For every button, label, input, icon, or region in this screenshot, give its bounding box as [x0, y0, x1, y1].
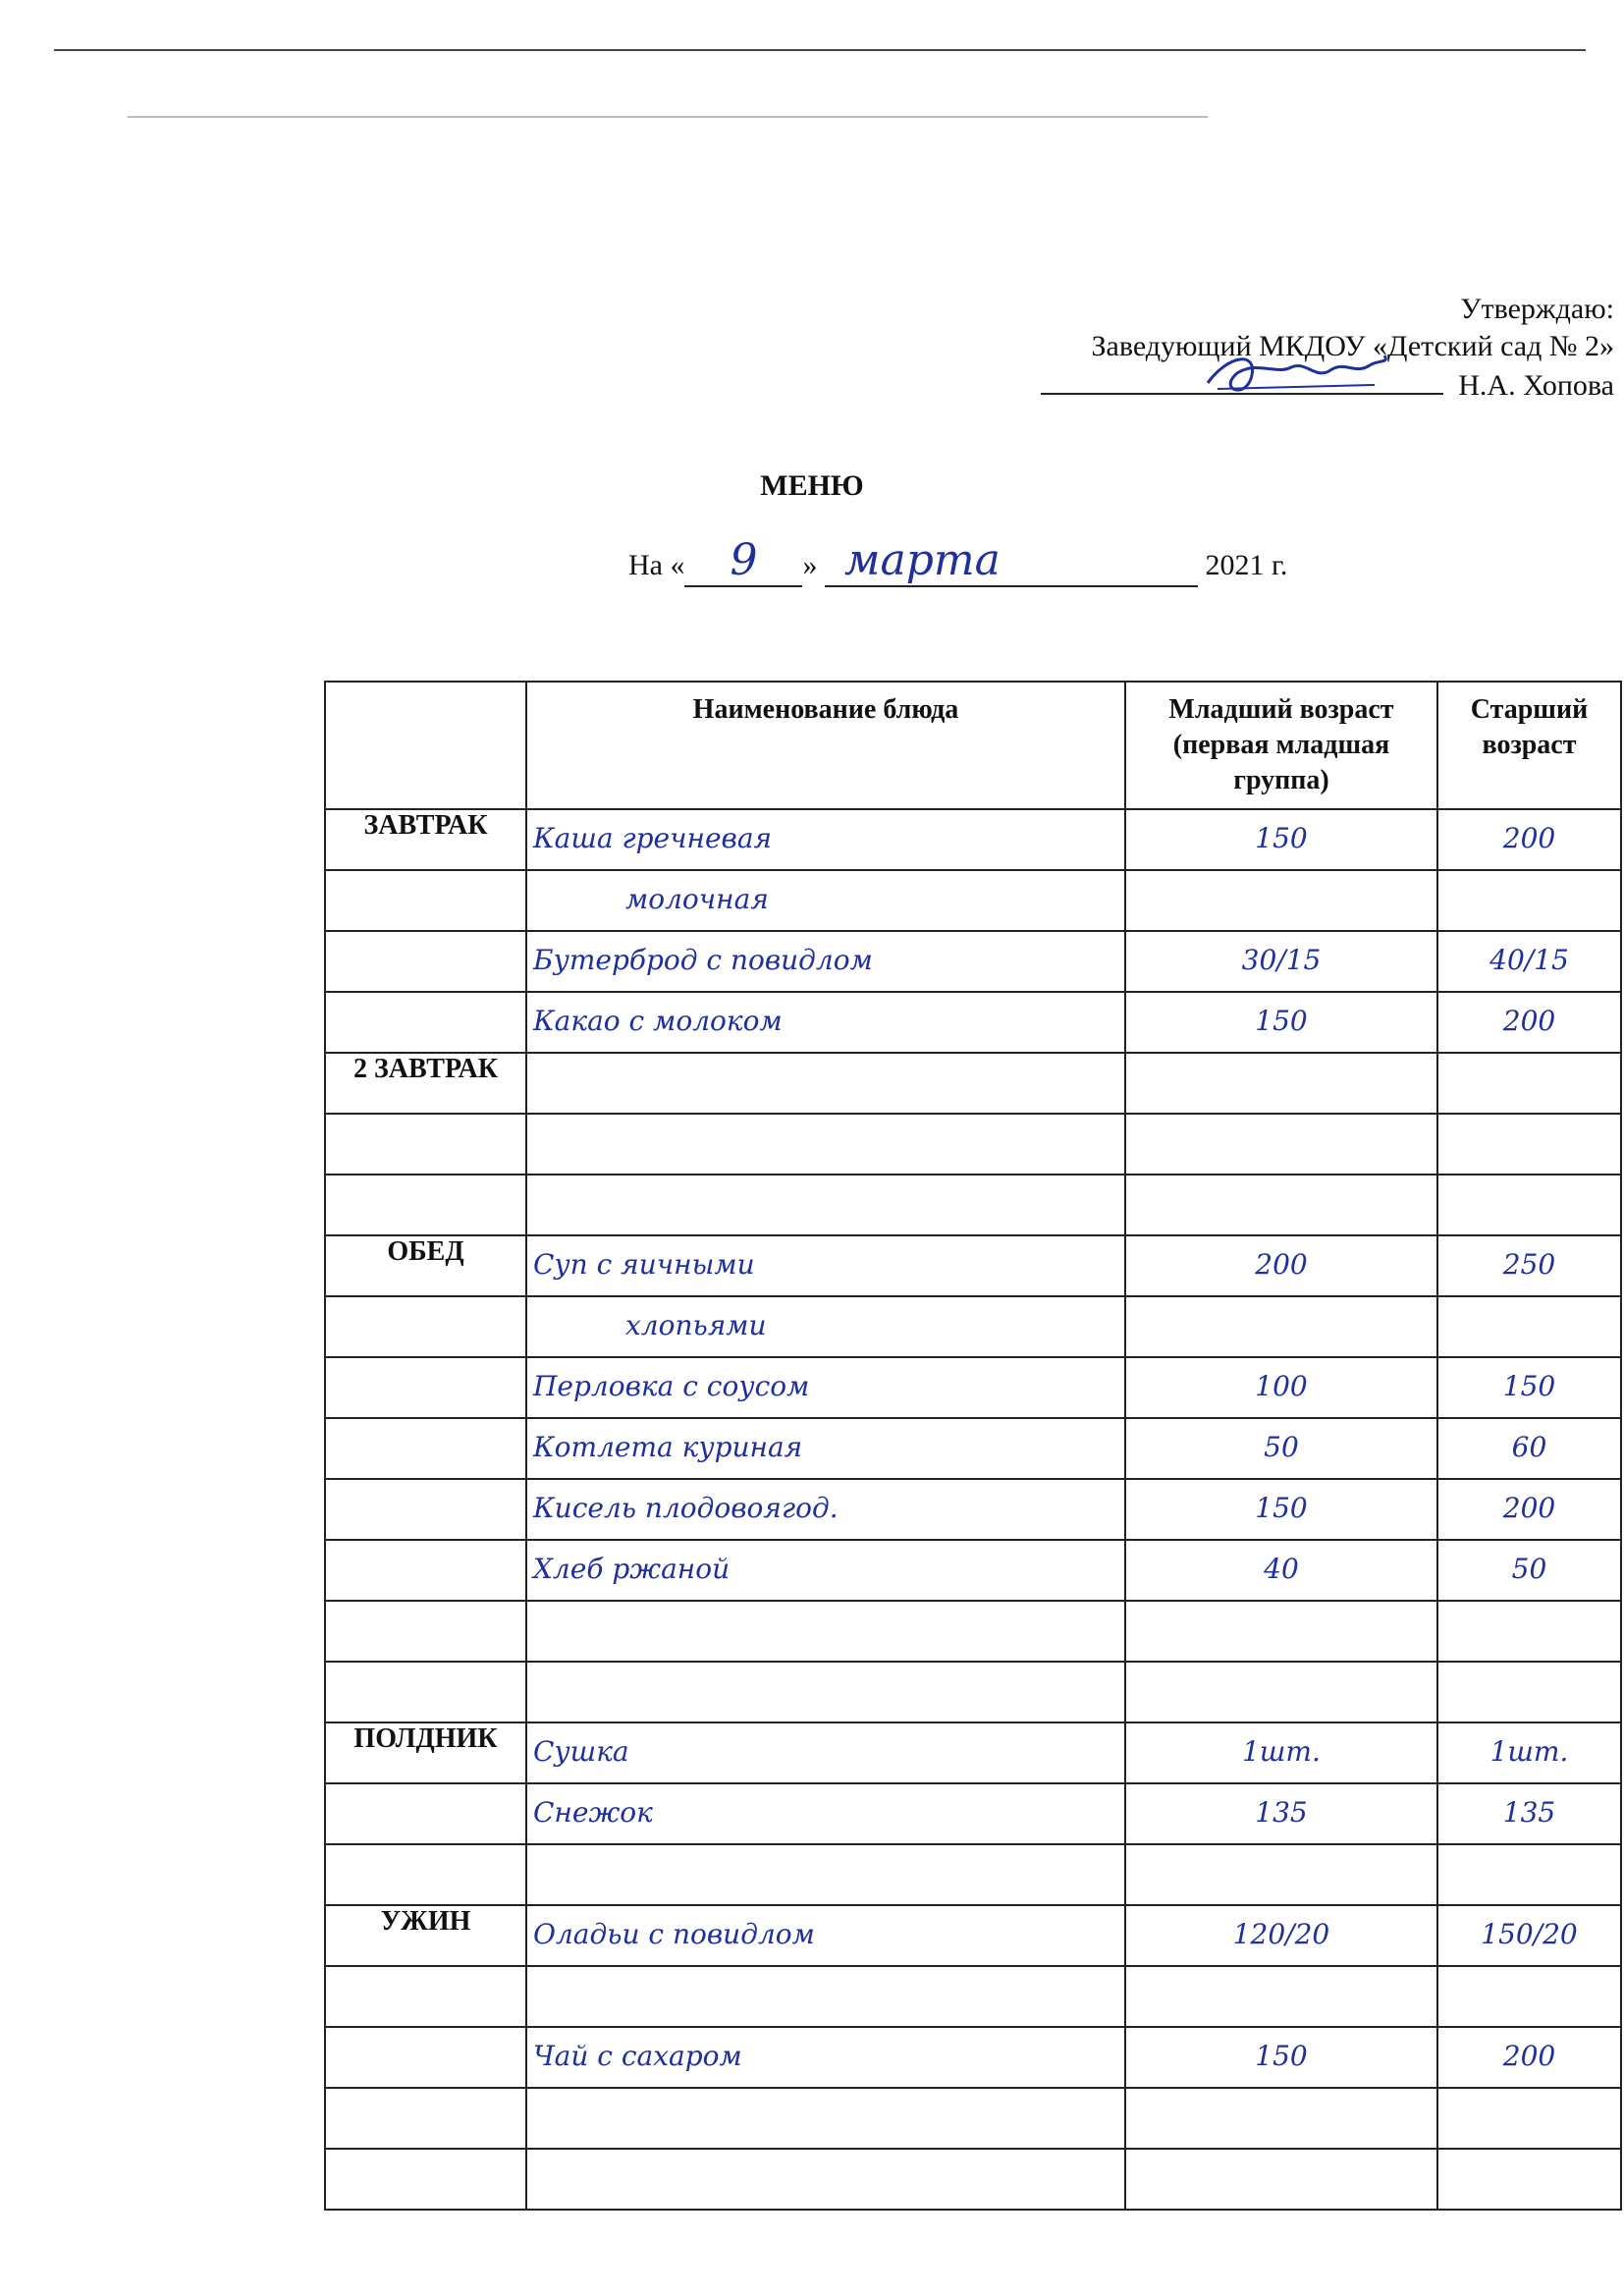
young-qty-cell	[1125, 1844, 1437, 1905]
meal-cell	[325, 931, 526, 992]
table-row	[325, 1722, 1621, 1783]
date-day: 9	[684, 535, 802, 587]
table-row	[325, 1053, 1621, 1114]
approval-line1: Утверждаю:	[1460, 293, 1614, 325]
dish-cell	[526, 2149, 1125, 2210]
old-qty-cell	[1437, 1053, 1621, 1114]
table-row	[325, 1601, 1621, 1662]
dish-cell: Каша гречневая	[526, 809, 1125, 870]
young-qty-cell	[1125, 1966, 1437, 2027]
old-qty-cell	[1437, 1296, 1621, 1357]
date-prefix: На «	[628, 549, 685, 581]
young-qty-cell: 150	[1125, 992, 1437, 1053]
young-qty-cell: 150	[1125, 2027, 1437, 2088]
young-qty-cell: 50	[1125, 1418, 1437, 1479]
signature-line	[1041, 365, 1443, 395]
old-qty-cell	[1437, 1175, 1621, 1235]
table-row	[325, 870, 1621, 931]
meal-cell	[325, 1175, 526, 1235]
approval-block	[829, 291, 1614, 405]
meal-cell	[325, 1783, 526, 1844]
table-row	[325, 1783, 1621, 1844]
young-qty-cell	[1125, 870, 1437, 931]
old-qty-cell: 200	[1437, 992, 1621, 1053]
dish-cell: Снежок	[526, 1783, 1125, 1844]
header-meal	[325, 682, 526, 809]
header-dish: Наименование блюда	[526, 682, 1125, 809]
meal-cell	[325, 1418, 526, 1479]
dish-cell: Кисель плодовоягод.	[526, 1479, 1125, 1540]
old-qty-cell: 200	[1437, 1479, 1621, 1540]
meal-cell	[325, 2088, 526, 2149]
table-body	[325, 809, 1621, 2210]
table-row	[325, 1296, 1621, 1357]
old-qty-cell: 135	[1437, 1783, 1621, 1844]
header-young: Младший возраст (первая младшая группа)	[1125, 682, 1437, 809]
table-row	[325, 809, 1621, 870]
document-title: МЕНЮ	[760, 469, 864, 502]
young-qty-cell	[1125, 1114, 1437, 1175]
table-row	[325, 1966, 1621, 2027]
old-qty-cell: 40/15	[1437, 931, 1621, 992]
approval-line2: Заведующий МКДОУ «Детский сад № 2»	[1091, 330, 1614, 362]
table-row	[325, 1844, 1621, 1905]
meal-cell: 2 ЗАВТРАК	[325, 1053, 526, 1114]
old-qty-cell: 200	[1437, 2027, 1621, 2088]
approval-name: Н.А. Хопова	[1458, 369, 1614, 402]
date-mid: »	[802, 549, 818, 581]
table-row	[325, 1418, 1621, 1479]
dish-cell: Бутерброд с повидлом	[526, 931, 1125, 992]
young-qty-cell	[1125, 1053, 1437, 1114]
young-qty-cell: 150	[1125, 809, 1437, 870]
meal-cell	[325, 1601, 526, 1662]
old-qty-cell	[1437, 1966, 1621, 2027]
dish-cell	[526, 1601, 1125, 1662]
header-old: Старший возраст	[1437, 682, 1621, 809]
dish-cell: Сушка	[526, 1722, 1125, 1783]
young-qty-cell: 200	[1125, 1235, 1437, 1296]
old-qty-cell: 250	[1437, 1235, 1621, 1296]
table-row	[325, 1662, 1621, 1722]
dish-cell	[526, 1662, 1125, 1722]
meal-cell	[325, 870, 526, 931]
old-qty-cell: 1шт.	[1437, 1722, 1621, 1783]
meal-cell	[325, 1296, 526, 1357]
table-row	[325, 1235, 1621, 1296]
old-qty-cell: 200	[1437, 809, 1621, 870]
menu-table	[324, 681, 1622, 2211]
dish-cell: молочная	[526, 870, 1125, 931]
table-row	[325, 931, 1621, 992]
young-qty-cell: 40	[1125, 1540, 1437, 1601]
old-qty-cell: 150	[1437, 1357, 1621, 1418]
old-qty-cell	[1437, 1601, 1621, 1662]
date-year: 2021 г.	[1205, 549, 1288, 581]
table-row	[325, 1905, 1621, 1966]
meal-cell	[325, 1844, 526, 1905]
young-qty-cell: 1шт.	[1125, 1722, 1437, 1783]
old-qty-cell: 50	[1437, 1540, 1621, 1601]
old-qty-cell: 60	[1437, 1418, 1621, 1479]
dish-cell: Оладьи с повидлом	[526, 1905, 1125, 1966]
old-qty-cell	[1437, 2088, 1621, 2149]
meal-cell	[325, 1662, 526, 1722]
meal-cell	[325, 992, 526, 1053]
table-row	[325, 992, 1621, 1053]
old-qty-cell	[1437, 870, 1621, 931]
meal-cell: ЗАВТРАК	[325, 809, 526, 870]
faint-header-rule	[128, 116, 1208, 118]
dish-cell: Хлеб ржаной	[526, 1540, 1125, 1601]
meal-cell	[325, 1357, 526, 1418]
young-qty-cell: 135	[1125, 1783, 1437, 1844]
dish-cell	[526, 1114, 1125, 1175]
meal-cell	[325, 1966, 526, 2027]
dish-cell: Котлета куриная	[526, 1418, 1125, 1479]
date-line	[628, 535, 1287, 587]
young-qty-cell	[1125, 1175, 1437, 1235]
young-qty-cell: 30/15	[1125, 931, 1437, 992]
young-qty-cell: 150	[1125, 1479, 1437, 1540]
meal-cell	[325, 2027, 526, 2088]
dish-cell	[526, 1175, 1125, 1235]
approval-signature-row	[829, 365, 1614, 405]
old-qty-cell	[1437, 1844, 1621, 1905]
meal-cell	[325, 2149, 526, 2210]
meal-cell	[325, 1479, 526, 1540]
table-row	[325, 1114, 1621, 1175]
young-qty-cell	[1125, 2088, 1437, 2149]
table-row	[325, 2088, 1621, 2149]
dish-cell: Перловка с соусом	[526, 1357, 1125, 1418]
old-qty-cell: 150/20	[1437, 1905, 1621, 1966]
old-qty-cell	[1437, 2149, 1621, 2210]
young-qty-cell	[1125, 1601, 1437, 1662]
young-qty-cell: 100	[1125, 1357, 1437, 1418]
dish-cell: хлопьями	[526, 1296, 1125, 1357]
meal-cell: ОБЕД	[325, 1235, 526, 1296]
meal-cell	[325, 1540, 526, 1601]
table-row	[325, 1175, 1621, 1235]
signature-image	[1198, 346, 1394, 395]
young-qty-cell: 120/20	[1125, 1905, 1437, 1966]
meal-cell: ПОЛДНИК	[325, 1722, 526, 1783]
young-qty-cell	[1125, 1662, 1437, 1722]
table-row	[325, 1479, 1621, 1540]
dish-cell	[526, 2088, 1125, 2149]
meal-cell: УЖИН	[325, 1905, 526, 1966]
date-month: марта	[825, 535, 1198, 587]
table-row	[325, 1357, 1621, 1418]
dish-cell	[526, 1844, 1125, 1905]
dish-cell: Суп с яичными	[526, 1235, 1125, 1296]
meal-cell	[325, 1114, 526, 1175]
dish-cell: Чай с сахаром	[526, 2027, 1125, 2088]
old-qty-cell	[1437, 1662, 1621, 1722]
dish-cell: Какао с молоком	[526, 992, 1125, 1053]
old-qty-cell	[1437, 1114, 1621, 1175]
dish-cell	[526, 1966, 1125, 2027]
table-header-row	[325, 682, 1621, 809]
top-rule	[54, 49, 1586, 51]
young-qty-cell	[1125, 1296, 1437, 1357]
young-qty-cell	[1125, 2149, 1437, 2210]
dish-cell	[526, 1053, 1125, 1114]
table-row	[325, 1540, 1621, 1601]
table-row	[325, 2149, 1621, 2210]
table-row	[325, 2027, 1621, 2088]
